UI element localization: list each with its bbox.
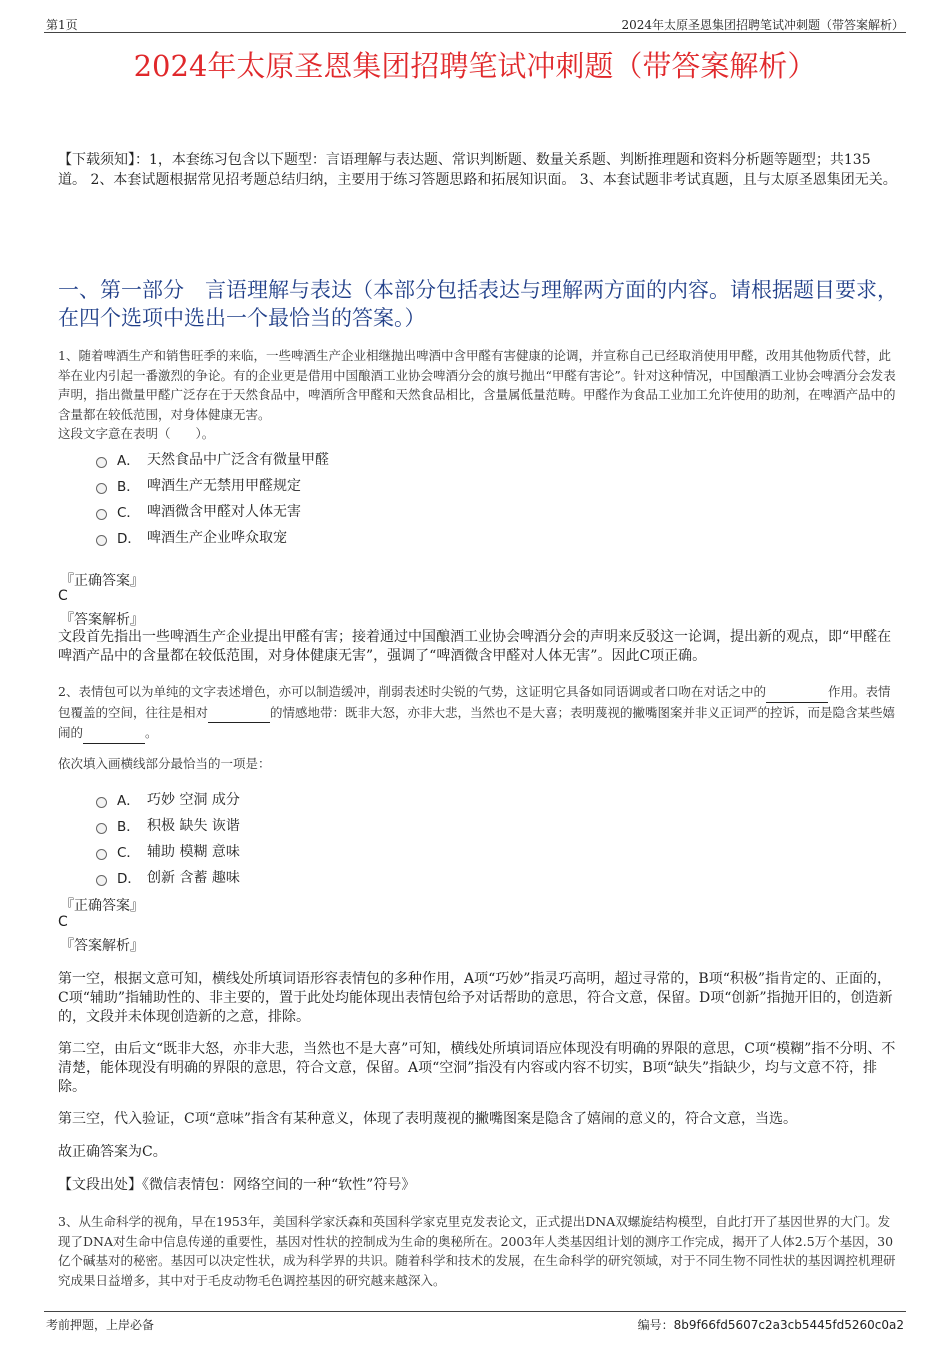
radio-icon[interactable]	[96, 535, 107, 546]
option-d[interactable]	[96, 524, 329, 550]
option-c[interactable]	[96, 498, 329, 524]
question-2-text-a: 2、表情包可以为单纯的文字表述增色，亦可以制造缓冲，削弱表述时尖锐的气势，这证明它具备如同语调或者口吻在对话之中的	[58, 684, 766, 699]
radio-icon[interactable]	[96, 875, 107, 886]
option-letter: B．	[117, 819, 140, 835]
option-text: 积极 缺失 诙谐	[147, 818, 240, 834]
analysis-paragraph-3: 第三空，代入验证，C项“意味”指含有某种意义，体现了表明蔑视的撇嘴图案是隐含了嬉闹的意义的，符合文意，当选。	[58, 1111, 798, 1127]
fill-blank	[208, 703, 270, 724]
correct-answer: C	[58, 588, 68, 604]
answer-label: 『正确答案』	[60, 573, 144, 589]
radio-icon[interactable]	[96, 483, 107, 494]
option-letter: A．	[117, 793, 140, 809]
option-text: 天然食品中广泛含有微量甲醛	[147, 452, 329, 468]
option-letter: A．	[117, 453, 140, 469]
option-b[interactable]	[96, 472, 329, 498]
header-doc-title: 2024年太原圣恩集团招聘笔试冲刺题（带答案解析）	[621, 18, 904, 32]
download-notice: 【下载须知】：1，本套练习包含以下题型：言语理解与表达题、常识判断题、数量关系题、判断推理题和资料分析题等题型；共135道。 2、本套试题根据常见招考题总结归纳，主要用于练习答题思路和拓展知识面。 3、本套试题非考试真题，且与太原圣恩集团无关。	[58, 152, 897, 188]
question-2-text-b: 作用。表情包覆盖的空间，往往是相对	[58, 684, 891, 720]
page-number: 第1页	[46, 18, 78, 32]
footer-code	[638, 1316, 904, 1333]
option-text: 创新 含蓄 趣味	[147, 870, 240, 886]
fill-blank	[83, 723, 145, 744]
page-footer	[44, 1311, 906, 1334]
question-1-prompt: 这段文字意在表明（ ）。	[58, 426, 215, 441]
option-letter: B．	[117, 479, 140, 495]
page-title: 2024年太原圣恩集团招聘笔试冲刺题（带答案解析）	[133, 49, 817, 83]
analysis-label: 『答案解析』	[60, 612, 144, 628]
page-header	[44, 14, 906, 33]
option-a[interactable]	[96, 786, 240, 812]
radio-icon[interactable]	[96, 797, 107, 808]
option-a[interactable]	[96, 446, 329, 472]
analysis-paragraph-1: 第一空，根据文意可知，横线处所填词语形容表情包的多种作用，A项“巧妙”指灵巧高明，超过寻常的，B项“积极”指肯定的、正面的，C项“辅助”指辅助性的、非主要的，置于此处均能体现出表情包给予对话帮助的意思，符合文意，保留。D项“创新”指抛开旧的，创造新的，文段并未体现创造新的之意，排除。	[58, 971, 893, 1025]
option-d[interactable]	[96, 864, 240, 890]
radio-icon[interactable]	[96, 823, 107, 834]
radio-icon[interactable]	[96, 457, 107, 468]
question-2-text-c: 的情感地带：既非大怒，亦非大悲，当然也不是大喜；表明蔑视的撇嘴图案并非义正词严的控诉，而是隐含某些嬉闹的	[58, 704, 896, 740]
option-text: 啤酒微含甲醛对人体无害	[147, 504, 301, 520]
answer-label: 『正确答案』	[60, 898, 144, 914]
option-letter: C．	[117, 505, 140, 521]
radio-icon[interactable]	[96, 509, 107, 520]
option-text: 啤酒生产无禁用甲醛规定	[147, 478, 301, 494]
code-label: 编号：	[637, 1318, 674, 1332]
correct-answer: C	[58, 914, 68, 930]
question-1-stem	[58, 346, 896, 444]
question-2-stem	[58, 682, 896, 744]
option-text: 巧妙 空洞 成分	[147, 792, 240, 808]
option-b[interactable]	[96, 812, 240, 838]
analysis-paragraph-2: 第二空，由后文“既非大怒，亦非大悲，当然也不是大喜”可知，横线处所填词语应体现没有明确的界限的意思，C项“模糊”指不分明、不清楚，能体现没有明确的界限的意思，符合文意，保留。A项“空洞”指没有内容或内容不切实，B项“缺失”指缺少，均与文意不符，排除。	[58, 1041, 896, 1095]
radio-icon[interactable]	[96, 849, 107, 860]
section-heading: 一、第一部分 言语理解与表达（本部分包括表达与理解两方面的内容。请根据题目要求，在四个选项中选出一个最恰当的答案。）	[58, 278, 898, 330]
question-3-stem: 3、从生命科学的视角，早在1953年，美国科学家沃森和英国科学家克里克发表论文，正式提出DNA双螺旋结构模型，自此打开了基因世界的大门。发现了DNA对生命中信息传递的重要性，基因对性状的控制成为生命的奥秘所在。2003年人类基因组计划的测序工作完成，揭开了人体2.5万个基因，30亿个碱基对的秘密。基因可以决定性状，成为科学界的共识。随着科学和技术的发展，在生命科学的研究领域，对于不同生物不同性状的基因调控机理研究成果日益增多，其中对于毛皮动物毛色调控基因的研究越来越深入。	[58, 1214, 896, 1288]
option-letter: D．	[117, 871, 141, 887]
option-text: 辅助 模糊 意味	[147, 844, 240, 860]
source-citation: 【文段出处】《微信表情包：网络空间的一种“软性”符号》	[58, 1177, 416, 1193]
option-letter: D．	[117, 531, 141, 547]
footer-slogan: 考前押题，上岸必备	[46, 1318, 155, 1332]
question-2-prompt: 依次填入画横线部分最恰当的一项是：	[58, 756, 271, 771]
analysis-paragraph-4: 故正确答案为C。	[58, 1144, 167, 1160]
analysis-label: 『答案解析』	[60, 938, 144, 954]
analysis-text: 文段首先指出一些啤酒生产企业提出甲醛有害；接着通过中国酿酒工业协会啤酒分会的声明来反驳这一论调，提出新的观点，即“甲醛在啤酒产品中的含量都在较低范围，对身体健康无害”，强调了“啤酒微含甲醛对人体无害”。因此C项正确。	[58, 629, 892, 664]
option-letter: C．	[117, 845, 140, 861]
option-c[interactable]	[96, 838, 240, 864]
question-1-text: 1、随着啤酒生产和销售旺季的来临，一些啤酒生产企业相继抛出啤酒中含甲醛有害健康的论调，并宣称自己已经取消使用甲醛，改用其他物质代替，此举在业内引起一番激烈的争论。有的企业更是借用中国酿酒工业协会啤酒分会的旗号抛出“甲醛有害论”。针对这种情况，中国酿酒工业协会啤酒分会发表声明，指出微量甲醛广泛存在于天然食品中，啤酒所含甲醛和天然食品相比，含量属低量范畴。甲醛作为食品工业加工允许使用的助剂，在啤酒产品中的含量都在较低范围，对身体健康无害。	[58, 348, 896, 422]
fill-blank	[766, 682, 828, 703]
option-text: 啤酒生产企业哗众取宠	[147, 530, 287, 546]
code-value: 8b9f66fd5607c2a3cb5445fd5260c0a2	[673, 1318, 904, 1332]
question-2-options	[96, 786, 240, 890]
question-1-options	[96, 446, 329, 550]
question-2-text-d: 。	[145, 725, 158, 740]
